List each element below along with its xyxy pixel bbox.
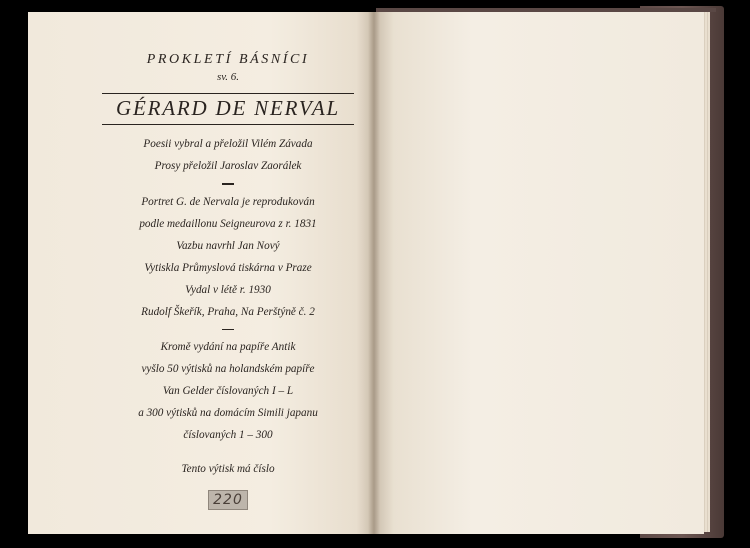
copy-number-stamp: 220 (208, 490, 248, 510)
production-line: Vazbu navrhl Jan Nový (176, 239, 280, 252)
edition-line: a 300 výtisků na domácím Simili japanu (138, 407, 318, 419)
production-line: podle medaillonu Seigneurova z r. 1831 (139, 217, 317, 230)
production-line: Vydal v létě r. 1930 (185, 283, 271, 296)
edition-line: Van Gelder číslovaných I – L (162, 385, 294, 397)
production-line: Portret G. de Nervala je reprodukován (141, 195, 315, 208)
book-gutter (368, 12, 380, 534)
edition-line: vyšlo 50 výtisků na holandském papíře (141, 363, 315, 375)
right-page (374, 12, 704, 534)
colophon-block (108, 52, 348, 510)
separator-dash (222, 329, 234, 331)
edition-line: číslovaných 1 – 300 (183, 429, 273, 441)
production-line: Vytiskla Průmyslová tiskárna v Praze (144, 261, 312, 274)
translator-line: Prosy přeložil Jaroslav Zaorálek (154, 160, 302, 172)
separator-dash (222, 183, 234, 185)
production-line: Rudolf Škeřík, Praha, Na Perštýně č. 2 (141, 305, 315, 318)
translator-line: Poesii vybral a přeložil Vilém Závada (143, 138, 313, 150)
edition-line: Kromě vydání na papíře Antik (160, 341, 296, 353)
rule-top (102, 93, 354, 94)
series-title: PROKLETÍ BÁSNÍCI (146, 52, 310, 67)
copy-number-label: Tento výtisk má číslo (181, 463, 275, 475)
volume-number: sv. 6. (216, 71, 240, 83)
author-name: GÉRARD DE NERVAL (116, 96, 340, 120)
